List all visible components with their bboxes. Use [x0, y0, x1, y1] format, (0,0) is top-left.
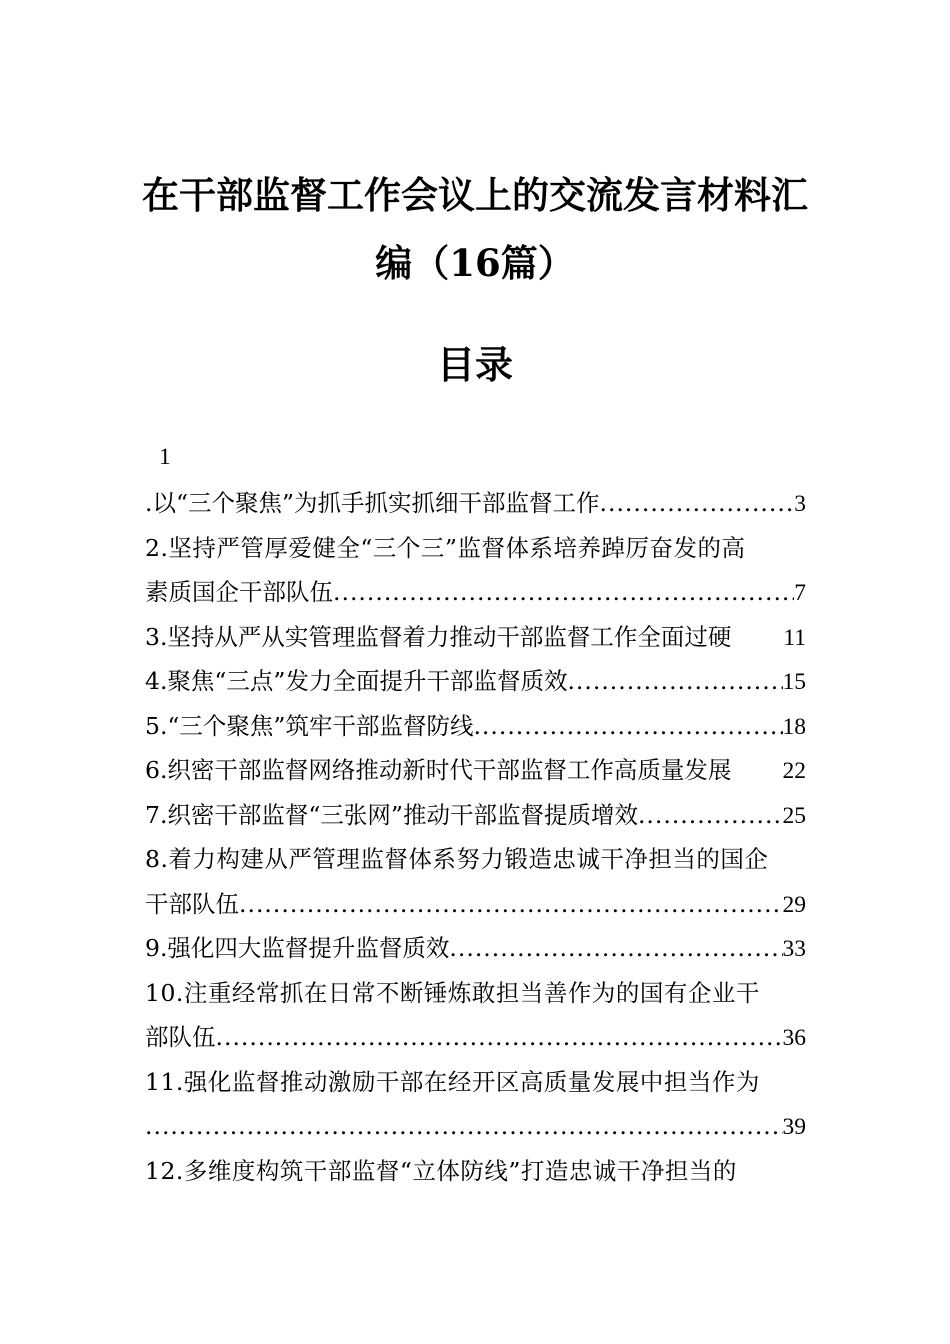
- toc-item-3[interactable]: [145, 620, 806, 654]
- toc-leader-dots: [449, 931, 782, 965]
- toc-item-2-text-a: 2.坚持严管厚爱健全“三个三”监督体系培养踔厉奋发的高: [145, 534, 746, 562]
- toc-item-10-text-a: 10.注重经常抓在日常不断锤炼敢担当善作为的国有企业干: [145, 979, 760, 1007]
- toc-item-4-text: 4.聚焦“三点”发力全面提升干部监督质效: [145, 667, 568, 695]
- toc-item-10-page: 36: [782, 1025, 806, 1051]
- toc-item-7[interactable]: [145, 798, 806, 832]
- toc-item-1-number: 1: [159, 444, 171, 470]
- toc-item-8-line-a[interactable]: [145, 842, 806, 876]
- toc-item-10-text-b: 部队伍: [145, 1023, 216, 1051]
- toc-item-9-text: 9.强化四大监督提升监督质效: [145, 934, 450, 962]
- toc-item-8-page: 29: [782, 892, 806, 918]
- toc-item-10-line-a[interactable]: [145, 976, 806, 1010]
- toc-item-2-text-b: 素质国企干部队伍: [145, 578, 333, 606]
- toc-item-9[interactable]: [145, 931, 806, 965]
- toc-leader-dots: [216, 1020, 783, 1054]
- toc-item-6-page: 22: [782, 758, 806, 784]
- toc-item-6-text: 6.织密干部监督网络推动新时代干部监督工作高质量发展: [145, 756, 732, 784]
- toc-item-9-page: 33: [782, 936, 806, 962]
- toc-item-1-page: 3: [794, 491, 806, 517]
- toc-item-11-page: 39: [782, 1114, 806, 1140]
- toc-leader-dots: [638, 798, 783, 832]
- toc-item-11-text-a: 11.强化监督推动激励干部在经开区高质量发展中担当作为: [145, 1068, 760, 1096]
- toc-item-11-line-b[interactable]: [145, 1109, 806, 1143]
- toc-item-5-text: 5.“三个聚焦”筑牢干部监督防线: [145, 712, 474, 740]
- toc-heading: 目录: [436, 342, 513, 387]
- toc-item-2-line-a[interactable]: [145, 531, 806, 565]
- toc-item-3-page: 11: [783, 625, 806, 651]
- toc-leader-dots: [473, 709, 782, 743]
- toc-item-11-line-a[interactable]: [145, 1065, 806, 1099]
- toc-leader-dots: [567, 664, 782, 698]
- toc-item-8-text-a: 8.着力构建从严管理监督体系努力锻造忠诚干净担当的国企: [145, 845, 769, 873]
- toc-item-4[interactable]: [145, 664, 806, 698]
- toc-item-5-page: 18: [782, 714, 806, 740]
- toc-item-10-line-b[interactable]: [145, 1020, 806, 1054]
- toc-item-7-page: 25: [782, 803, 806, 829]
- toc-item-2-line-b[interactable]: [145, 575, 806, 609]
- toc-item-5[interactable]: [145, 709, 806, 743]
- toc-item-3-text: 3.坚持从严从实管理监督着力推动干部监督工作全面过硬: [145, 623, 732, 651]
- document-title-line-2: 编（16篇）: [375, 241, 575, 285]
- toc-leader-dots: [145, 1109, 783, 1143]
- toc-leader-dots: [333, 575, 794, 609]
- toc-item-8-text-b: 干部队伍: [145, 890, 239, 918]
- toc-item-1[interactable]: [145, 486, 806, 520]
- toc-item-12-line-a[interactable]: [145, 1154, 806, 1188]
- toc-leader-dots: [239, 887, 783, 921]
- document-title-line-1: 在干部监督工作会议上的交流发言材料汇: [142, 173, 808, 217]
- toc-item-12-text-a: 12.多维度构筑干部监督“立体防线”打造忠诚干净担当的: [145, 1157, 737, 1185]
- toc-item-7-text: 7.织密干部监督“三张网”推动干部监督提质增效: [145, 801, 638, 829]
- toc-leader-dots: [600, 486, 795, 520]
- toc-item-4-page: 15: [782, 669, 806, 695]
- toc-item-8-line-b[interactable]: [145, 887, 806, 921]
- toc-item-6[interactable]: [145, 753, 806, 787]
- toc-item-2-page: 7: [794, 580, 806, 606]
- toc-item-1-text: .以“三个聚焦”为抓手抓实抓细干部监督工作: [145, 489, 600, 517]
